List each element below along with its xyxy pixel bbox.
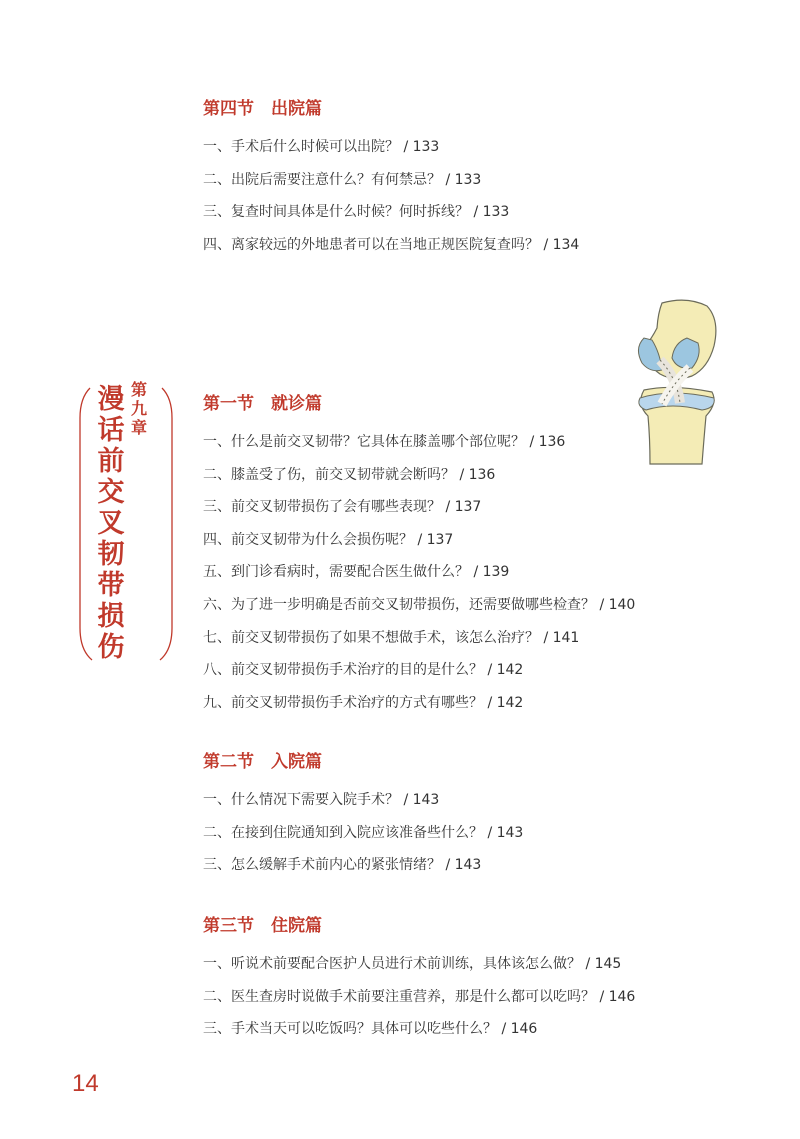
chapter-heading (78, 378, 174, 668)
page-number: 14 (72, 1070, 99, 1097)
toc-item[interactable]: 三、复查时间具体是什么时候？何时拆线？ / 133 (203, 204, 510, 221)
toc-item[interactable]: 一、听说术前要配合医护人员进行术前训练，具体该怎么做？ / 145 (203, 956, 622, 972)
toc-item[interactable]: 六、为了进一步明确是否前交叉韧带损伤，还需要做哪些检查？ / 140 (203, 596, 636, 613)
toc-item[interactable]: 一、手术后什么时候可以出院？ / 133 (203, 139, 440, 155)
section-consultation (203, 392, 723, 719)
toc-item[interactable]: 七、前交叉韧带损伤了如果不想做手术，该怎么治疗？ / 141 (203, 629, 580, 646)
toc-item[interactable]: 二、出院后需要注意什么？有何禁忌？ / 133 (203, 171, 482, 188)
toc-item[interactable]: 二、在接到住院通知到入院应该准备些什么？ / 143 (203, 824, 524, 841)
chapter-label: 第九章 (130, 380, 147, 437)
toc-item[interactable]: 三、手术当天可以吃饭吗？具体可以吃些什么？ / 146 (203, 1021, 538, 1038)
toc-item[interactable]: 一、什么情况下需要入院手术？ / 143 (203, 792, 440, 808)
toc-item[interactable]: 一、什么是前交叉韧带？它具体在膝盖哪个部位呢？ / 136 (203, 434, 566, 450)
section-title: 第三节 住院篇 (203, 916, 322, 936)
section-discharge (203, 97, 723, 261)
toc-item[interactable]: 三、前交叉韧带损伤了会有哪些表现？ / 137 (203, 499, 482, 516)
toc-item[interactable]: 八、前交叉韧带损伤手术治疗的目的是什么？ / 142 (203, 662, 524, 679)
toc-item[interactable]: 三、怎么缓解手术前内心的紧张情绪？ / 143 (203, 857, 482, 874)
toc-item[interactable]: 四、前交叉韧带为什么会损伤呢？ / 137 (203, 531, 454, 548)
section-title: 第一节 就诊篇 (203, 394, 322, 414)
toc-item[interactable]: 二、医生查房时说做手术前要注重营养，那是什么都可以吃吗？ / 146 (203, 988, 636, 1005)
section-title: 第二节 入院篇 (203, 752, 322, 772)
section-title: 第四节 出院篇 (203, 99, 322, 119)
section-hospitalization (203, 914, 723, 1046)
toc-item[interactable]: 九、前交叉韧带损伤手术治疗的方式有哪些？ / 142 (203, 694, 524, 711)
toc-item[interactable]: 二、膝盖受了伤，前交叉韧带就会断吗？ / 136 (203, 466, 496, 483)
section-admission (203, 750, 723, 882)
toc-item[interactable]: 四、离家较远的外地患者可以在当地正规医院复查吗？ / 134 (203, 236, 580, 253)
toc-item[interactable]: 五、到门诊看病时，需要配合医生做什么？ / 139 (203, 564, 510, 581)
chapter-title: 漫话前交叉韧带损伤 (97, 384, 125, 663)
